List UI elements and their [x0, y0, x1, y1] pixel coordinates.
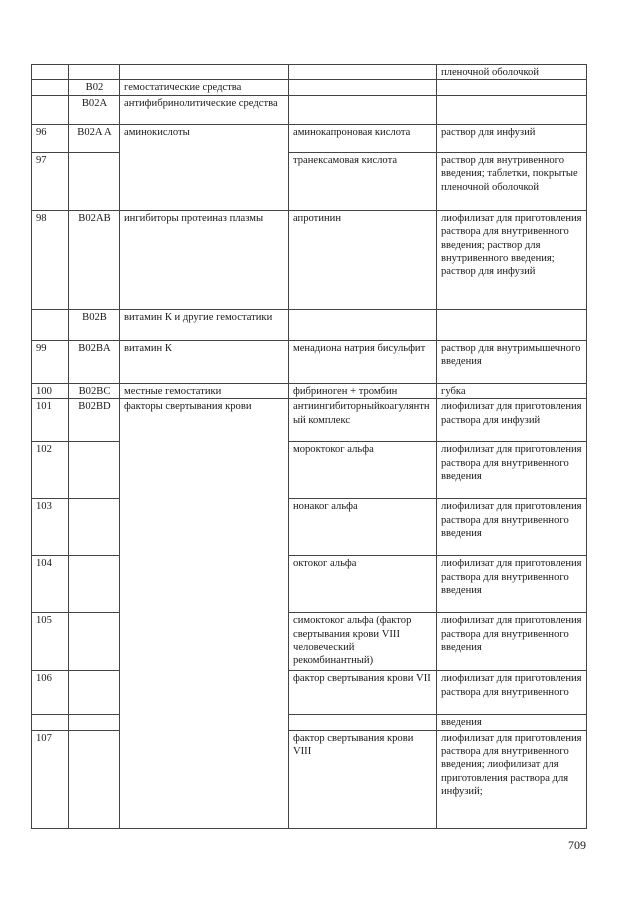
- atc-code: [69, 65, 120, 80]
- drug-name: фактор свертывания крови VII: [289, 671, 437, 715]
- atc-code: B02A A: [69, 124, 120, 152]
- table-row: [32, 210, 587, 309]
- drug-name: октоког альфа: [289, 556, 437, 613]
- atc-code: [69, 671, 120, 715]
- row-number: 105: [32, 613, 69, 671]
- dosage-form: лиофилизат для приготовления раствора для внутривенного введения; раствор для внутривенного введения; раствор для инфузий: [437, 210, 587, 309]
- atc-code: B02BC: [69, 383, 120, 398]
- dosage-form: раствор для внутримышечного введения: [437, 340, 587, 383]
- atc-code: [69, 499, 120, 556]
- row-number: 96: [32, 124, 69, 152]
- dosage-form: лиофилизат для приготовления раствора для внутривенного введения: [437, 499, 587, 556]
- table-row: [32, 80, 587, 95]
- table-row: [32, 715, 587, 730]
- atc-group: ингибиторы протеиназ плазмы: [120, 210, 289, 309]
- dosage-form: лиофилизат для приготовления раствора для внутривенного введения: [437, 613, 587, 671]
- drug-name: [289, 715, 437, 730]
- row-number: 97: [32, 152, 69, 210]
- table-row: [32, 340, 587, 383]
- row-number: 98: [32, 210, 69, 309]
- table-row: [32, 730, 587, 828]
- table-row: [32, 309, 587, 340]
- drug-name: антиингибиторныйкоагулянтный комплекс: [289, 399, 437, 442]
- atc-code: [69, 152, 120, 210]
- table-row: [32, 442, 587, 499]
- atc-group: антифибринолитические средства: [120, 95, 289, 124]
- drug-name: аминокапроновая кислота: [289, 124, 437, 152]
- dosage-form: лиофилизат для приготовления раствора для внутривенного введения: [437, 442, 587, 499]
- dosage-form: введения: [437, 715, 587, 730]
- row-number: 106: [32, 671, 69, 715]
- table-row: [32, 65, 587, 80]
- atc-group: [120, 65, 289, 80]
- atc-group: аминокислоты: [120, 124, 289, 210]
- row-number: 100: [32, 383, 69, 398]
- row-number: [32, 65, 69, 80]
- atc-group: витамин К: [120, 340, 289, 383]
- table-row: [32, 613, 587, 671]
- row-number: [32, 80, 69, 95]
- dosage-form: лиофилизат для приготовления раствора для внутривенного введения: [437, 556, 587, 613]
- dosage-form: [437, 309, 587, 340]
- drug-name: симоктоког альфа (фактор свертывания крови VIII человеческий рекомбинантный): [289, 613, 437, 671]
- table-row: [32, 671, 587, 715]
- table-row: [32, 95, 587, 124]
- dosage-form: пленочной оболочкой: [437, 65, 587, 80]
- dosage-form: губка: [437, 383, 587, 398]
- atc-code: B02AB: [69, 210, 120, 309]
- drug-name: [289, 80, 437, 95]
- drug-name: [289, 65, 437, 80]
- dosage-form: раствор для внутривенного введения; таблетки, покрытые пленочной оболочкой: [437, 152, 587, 210]
- atc-code: B02BA: [69, 340, 120, 383]
- row-number: 107: [32, 730, 69, 828]
- dosage-form: лиофилизат для приготовления раствора для внутривенного: [437, 671, 587, 715]
- atc-code: [69, 556, 120, 613]
- dosage-form: [437, 95, 587, 124]
- row-number: [32, 309, 69, 340]
- row-number: [32, 715, 69, 730]
- atc-code: [69, 442, 120, 499]
- atc-group: факторы свертывания крови: [120, 399, 289, 828]
- page-number: 709: [568, 838, 586, 852]
- dosage-form: лиофилизат для приготовления раствора для внутривенного введения; лиофилизат для приготовления раствора для инфузий;: [437, 730, 587, 828]
- atc-group: местные гемостатики: [120, 383, 289, 398]
- drug-name: [289, 95, 437, 124]
- row-number: 101: [32, 399, 69, 442]
- drug-name: фактор свертывания крови VIII: [289, 730, 437, 828]
- atc-group: гемостатические средства: [120, 80, 289, 95]
- row-number: [32, 95, 69, 124]
- atc-code: B02BD: [69, 399, 120, 442]
- dosage-form: [437, 80, 587, 95]
- atc-group: витамин К и другие гемостатики: [120, 309, 289, 340]
- drug-name: [289, 309, 437, 340]
- table-row: [32, 124, 587, 152]
- atc-code: [69, 613, 120, 671]
- table-row: [32, 556, 587, 613]
- drug-name: транексамовая кислота: [289, 152, 437, 210]
- drug-name: нонаког альфа: [289, 499, 437, 556]
- atc-code: [69, 730, 120, 828]
- drug-name: фибриноген + тромбин: [289, 383, 437, 398]
- table-row: [32, 499, 587, 556]
- atc-code: B02A: [69, 95, 120, 124]
- table-row: [32, 383, 587, 398]
- drug-table: [31, 64, 587, 829]
- row-number: 99: [32, 340, 69, 383]
- table-row: [32, 152, 587, 210]
- drug-name: мороктоког альфа: [289, 442, 437, 499]
- atc-code: B02: [69, 80, 120, 95]
- row-number: 104: [32, 556, 69, 613]
- row-number: 102: [32, 442, 69, 499]
- dosage-form: раствор для инфузий: [437, 124, 587, 152]
- atc-code: [69, 715, 120, 730]
- table-row: [32, 399, 587, 442]
- row-number: 103: [32, 499, 69, 556]
- atc-code: B02B: [69, 309, 120, 340]
- drug-name: менадиона натрия бисульфит: [289, 340, 437, 383]
- drug-name: апротинин: [289, 210, 437, 309]
- dosage-form: лиофилизат для приготовления раствора для инфузий: [437, 399, 587, 442]
